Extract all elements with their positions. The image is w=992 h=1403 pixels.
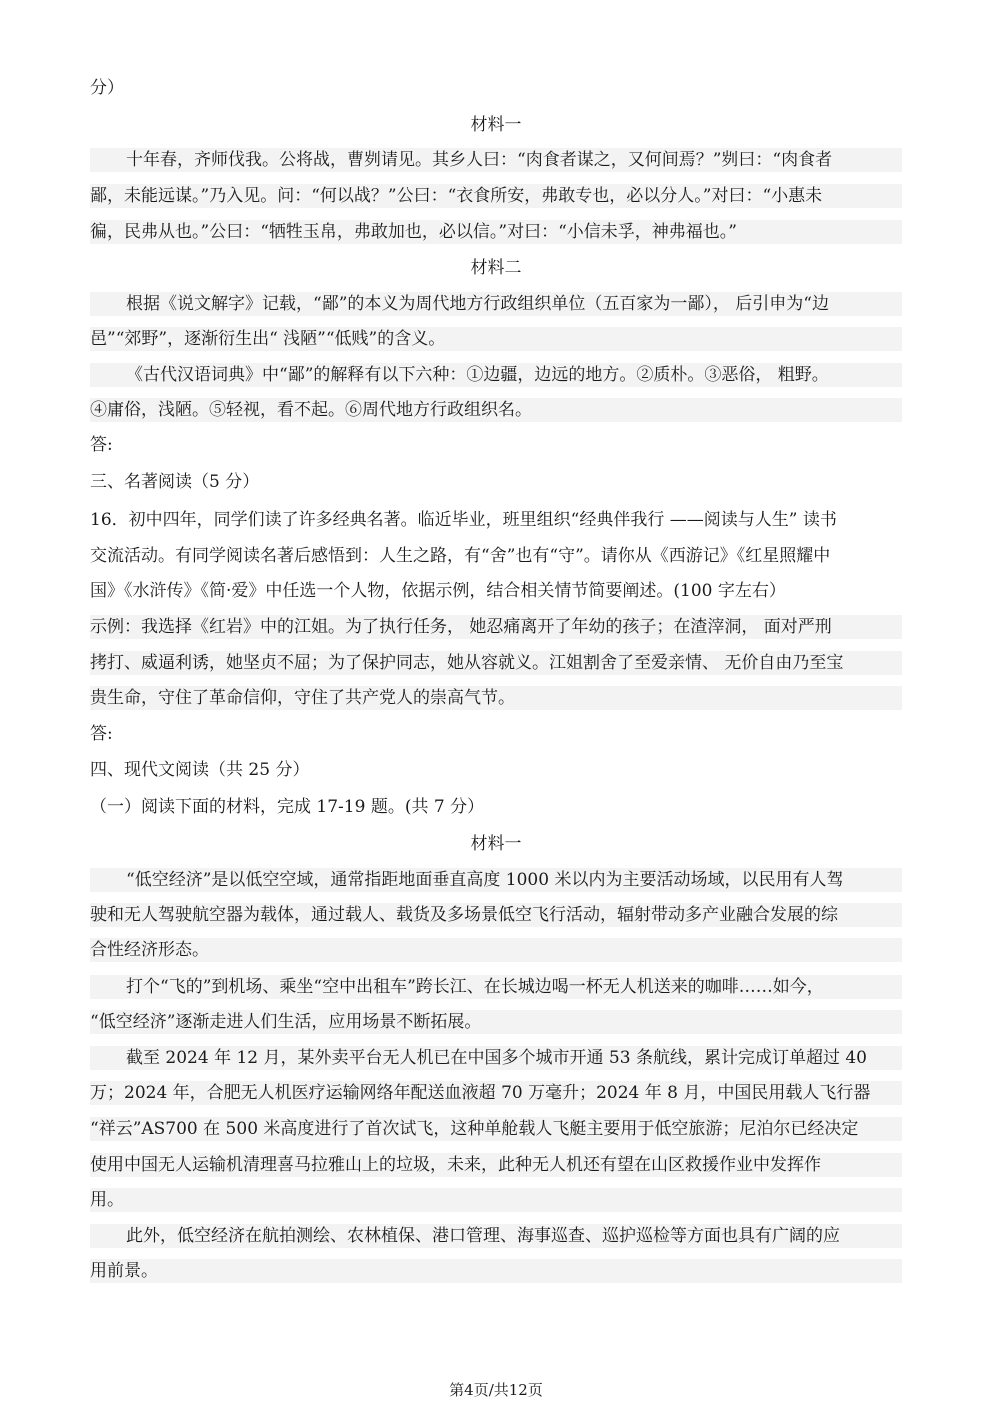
text-line: 万；2024 年，合肥无人机医疗运输网络年配送血液超 70 万毫升；2024 年 8 月，中国民用载人飞行器 (90, 1081, 902, 1105)
text-line: 合性经济形态。 (90, 938, 902, 962)
text-line: 用。 (90, 1188, 902, 1212)
subsection-heading: （一）阅读下面的材料，完成 17-19 题。(共 7 分） (90, 797, 485, 817)
text-line: 《古代汉语词典》中“鄙”的解释有以下六种：①边疆，边远的地方。②质朴。③恶俗， 粗野。 (90, 363, 902, 387)
text-line: 交流活动。有同学阅读名著后感悟到：人生之路，有“舍”也有“守”。请你从《西游记》《红星照耀中 (90, 546, 831, 566)
example-line: 示例：我选择《红岩》中的江姐。为了执行任务， 她忍痛离开了年幼的孩子；在渣滓洞， 面对严刑 (90, 615, 902, 639)
text-line: 邑”“郊野”，逐渐衍生出“ 浅陋”“低贱”的含义。 (90, 327, 902, 351)
section-heading: 三、名著阅读（5 分） (90, 472, 260, 492)
text-line: 国》《水浒传》《简·爱》中任选一个人物，依据示例，结合相关情节简要阐述。(100 字左右） (90, 581, 786, 601)
text-line: ④庸俗，浅陋。⑤轻视，看不起。⑥周代地方行政组织名。 (90, 398, 902, 422)
text-line: 分） (90, 78, 124, 98)
text-line: 打个“飞的”到机场、乘坐“空中出租车”跨长江、在长城边喝一杯无人机送来的咖啡……如今， (90, 975, 902, 999)
text-line: 截至 2024 年 12 月，某外卖平台无人机已在中国多个城市开通 53 条航线，累计完成订单超过 40 (90, 1046, 902, 1070)
material-heading: 材料一 (470, 115, 522, 135)
question-16: 16．初中四年，同学们读了许多经典名著。临近毕业，班里组织“经典伴我行 ——阅读与人生” 读书 (90, 510, 837, 530)
text-line: 驶和无人驾驶航空器为载体，通过载人、载货及多场景低空飞行活动，辐射带动多产业融合发展的综 (90, 903, 902, 927)
answer-label: 答: (90, 435, 113, 455)
answer-label: 答: (90, 724, 113, 744)
material-heading: 材料二 (470, 258, 522, 278)
text-line: 使用中国无人运输机清理喜马拉雅山上的垃圾，未来，此种无人机还有望在山区救援作业中发挥作 (90, 1153, 902, 1177)
material-heading: 材料一 (470, 834, 522, 854)
text-line: 十年春，齐师伐我。公将战，曹刿请见。其乡人曰：“肉食者谋之，又何间焉？”刿曰：“肉食者 (90, 148, 902, 172)
text-line: 此外，低空经济在航拍测绘、农林植保、港口管理、海事巡查、巡护巡检等方面也具有广阔的应 (90, 1224, 902, 1248)
page-number: 第4页/共12页 (449, 1381, 543, 1399)
text-line: “低空经济”逐渐走进人们生活，应用场景不断拓展。 (90, 1010, 902, 1034)
text-line: 拷打、威逼利诱，她坚贞不屈；为了保护同志，她从容就义。江姐割舍了至爱亲情、 无价自由乃至宝 (90, 651, 902, 675)
section-heading: 四、现代文阅读（共 25 分） (90, 760, 310, 780)
text-line: “祥云”AS700 在 500 米高度进行了首次试飞，这种单舱载人飞艇主要用于低空旅游；尼泊尔已经决定 (90, 1117, 902, 1141)
text-line: 用前景。 (90, 1259, 902, 1283)
text-line: 根据《说文解字》记载，“鄙”的本义为周代地方行政组织单位（五百家为一鄙）， 后引申为“边 (90, 292, 902, 316)
text-line: “低空经济”是以低空空域，通常指距地面垂直高度 1000 米以内为主要活动场域，以民用有人驾 (90, 868, 902, 892)
text-line: 鄙，未能远谋。”乃入见。问：“何以战？”公曰：“衣食所安，弗敢专也，必以分人。”对曰：“小惠未 (90, 184, 902, 208)
text-line: 贵生命，守住了革命信仰，守住了共产党人的崇高气节。 (90, 686, 902, 710)
text-line: 徧，民弗从也。”公曰：“牺牲玉帛，弗敢加也，必以信。”对曰：“小信未孚，神弗福也。” (90, 220, 902, 244)
